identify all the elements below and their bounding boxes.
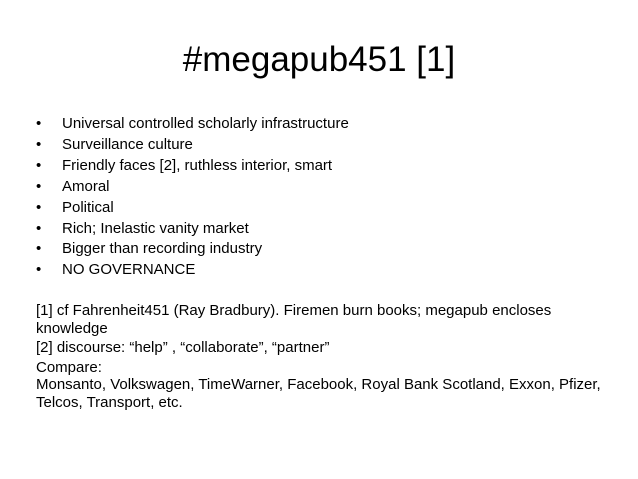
bullet-text: Amoral — [62, 177, 110, 195]
bullet-dot: • — [36, 115, 42, 132]
bullet-list — [36, 114, 616, 281]
bullet-text: Bigger than recording industry — [62, 240, 263, 258]
bullet-item — [36, 156, 616, 177]
bullet-item — [36, 177, 616, 198]
bullet-item — [36, 219, 616, 240]
bullet-dot: • — [36, 135, 42, 153]
bullet-item — [36, 114, 616, 135]
bullet-text: Political — [62, 198, 114, 216]
bullet-item — [36, 198, 616, 219]
bullet-dot: • — [36, 219, 42, 237]
bullet-dot: • — [36, 240, 42, 258]
footnote-2: [2] discourse: “help” , “collaborate”, “partner” — [36, 339, 330, 357]
bullet-dot: • — [36, 198, 42, 216]
bullet-dot: • — [36, 156, 42, 174]
bullet-text: Rich; Inelastic vanity market — [62, 219, 249, 237]
bullet-item — [36, 239, 616, 260]
compare-label: Compare: — [36, 358, 102, 376]
footnote-1: [1] cf Fahrenheit451 (Ray Bradbury). Firemen burn books; megapub encloses knowledge — [36, 302, 552, 337]
bullet-item — [36, 260, 616, 281]
slide-title: #megapub451 [1] — [182, 40, 456, 79]
bullet-dot: • — [36, 177, 42, 195]
bullet-text: Friendly faces [2], ruthless interior, smart — [62, 156, 333, 174]
notes-block — [36, 302, 616, 414]
bullet-item — [36, 135, 616, 156]
bullet-text: Universal controlled scholarly infrastructure — [62, 115, 349, 132]
bullet-dot: • — [36, 261, 42, 279]
bullet-text: NO GOVERNANCE — [62, 261, 196, 279]
bullet-text: Surveillance culture — [62, 135, 193, 153]
compare-list: Monsanto, Volkswagen, TimeWarner, Facebook, Royal Bank Scotland, Exxon, Pfizer, Telcos, Transport, etc. — [36, 376, 601, 411]
